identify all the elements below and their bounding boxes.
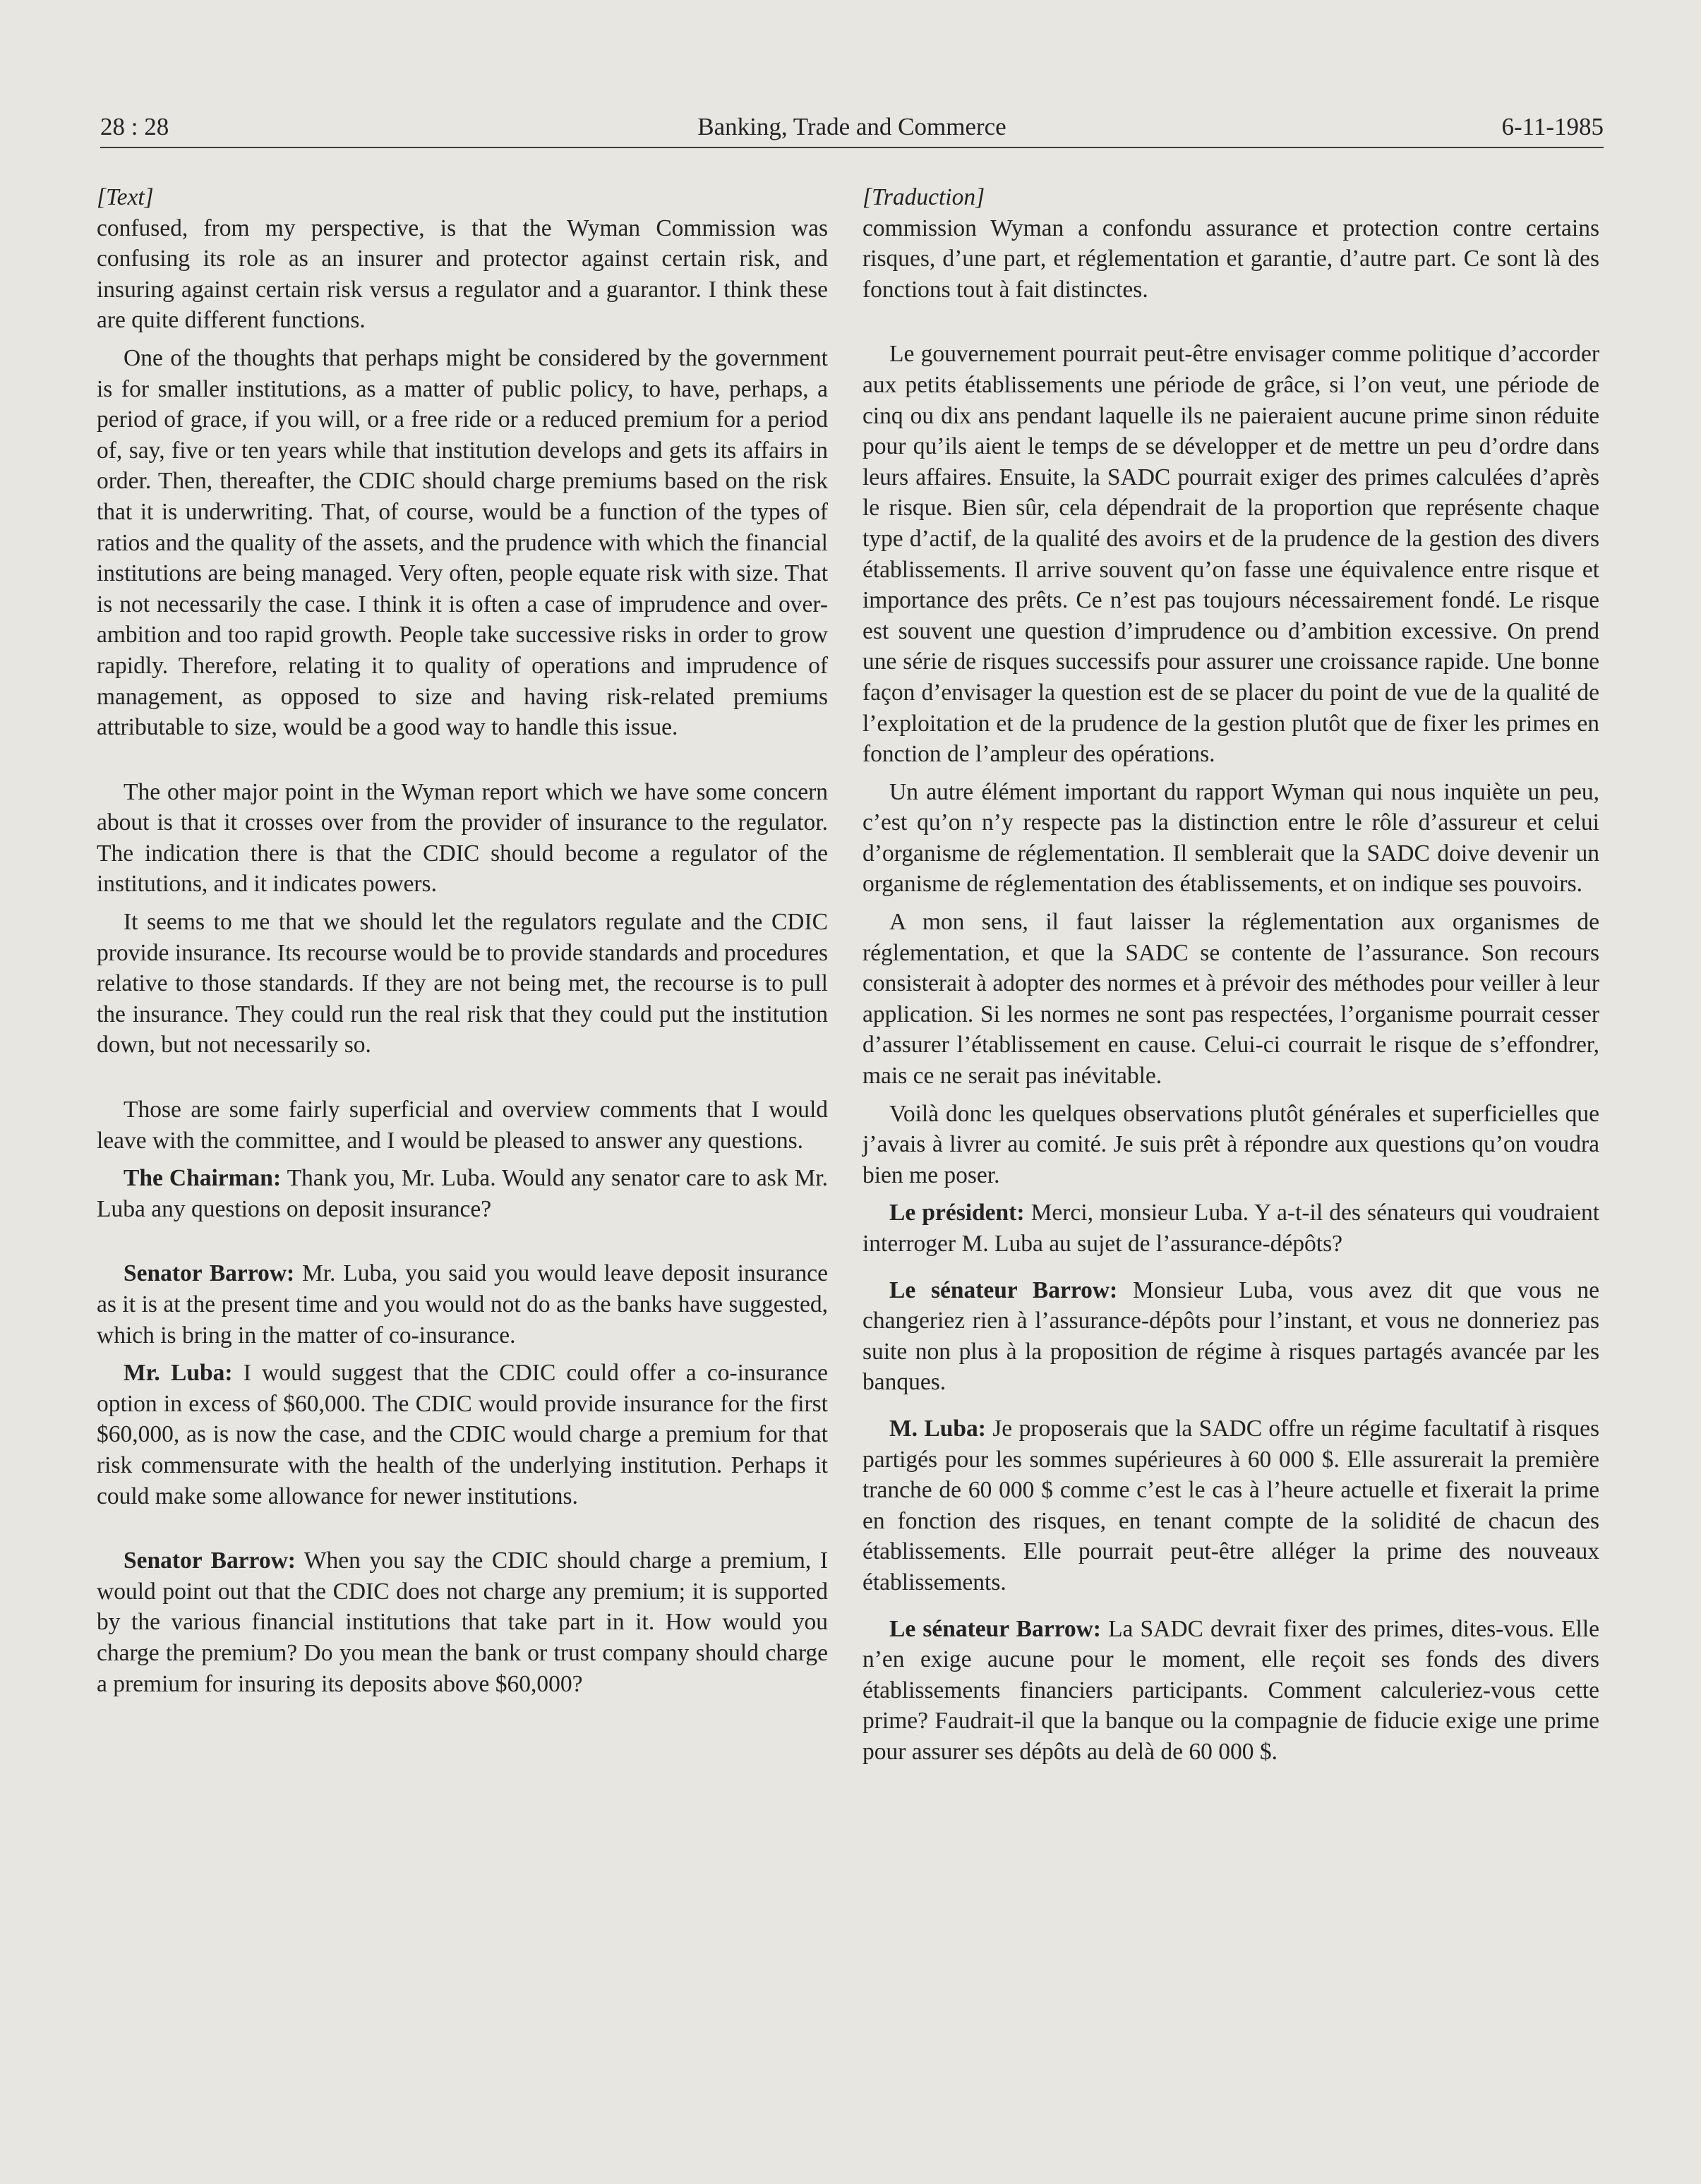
speech-text: Merci, monsieur Luba. Y a-t-il des sénateurs qui voudraient interroger M. Luba au sujet de l’assurance-dépôts? <box>862 1200 1600 1257</box>
speaker-name: Le sénateur Barrow: <box>889 1277 1118 1303</box>
french-column <box>862 182 1599 1768</box>
paragraph: confused, from my perspective, is that the Wyman Commission was confusing its role as an insurer and protector against certain risk, and insuring against certain risk versus a regulator and a guarantor. I think these are quite different functions. <box>97 215 828 334</box>
speaker-name: Le sénateur Barrow: <box>889 1615 1101 1642</box>
speaker-paragraph <box>97 1545 828 1699</box>
speaker-paragraph <box>97 1358 828 1512</box>
speaker-paragraph <box>862 1197 1599 1259</box>
paragraph: Le gouvernement pourrait peut-être envisager comme politique d’accorder aux petits établissements une période de grâce, si l’on veut, une période de cinq ou dix ans pendant laquelle ils ne paieraient aucune prime sinon réduite pour qu’ils aient le temps de se développer et de mettre un peu d’ordre dans leurs affaires. Ensuite, la SADC pourrait exiger des primes calculées d’après le risque. Bien sûr, cela dépendrait de la proportion que représente chaque type d’actif, de la qualité des avoirs et de la prudence de la gestion des divers établissements. Il arrive souvent qu’on fasse une équivalence entre risque et importance des prêts. Ce n’est pas toujours nécessairement fondé. Le risque est souvent une question d’imprudence ou d’ambition excessive. On prend une série de risques successifs pour assurer une croissance rapide. Une bonne façon d’envisager la question est de se placer du point de vue de la qualité de l’exploitation et de la prudence de la gestion plutôt que de fixer les primes en fonction de l’ampleur des opérations. <box>862 341 1599 768</box>
paragraph: One of the thoughts that perhaps might be considered by the government is for smaller institutions, as a matter of public policy, to have, perhaps, a period of grace, if you will, or a free ride or a reduced premium for a period of, say, five or ten years while that institution develops and gets its affairs in order. Then, thereafter, the CDIC should charge premiums based on the risk that it is underwriting. That, of course, would be a function of the types of ratios and the quality of the assets, and the prudence with which the financial institutions are being managed. Very often, people equate risk with size. That is not necessarily the case. I think it is often a case of imprudence and over-ambition and too rapid growth. People take successive risks in order to grow rapidly. Therefore, relating it to quality of operations and imprudence of management, as opposed to size and having risk-related premiums attributable to size, would be a good way to handle this issue. <box>97 344 828 741</box>
page-header <box>100 113 1604 148</box>
speech-text: La SADC devrait fixer des primes, dites-vous. Elle n’en exige aucune pour le moment, elle reçoit ses fonds des divers établissements financiers participants. Comment calculeriez-vous cette prime? Faudrait-il que la banque ou la compagnie de fiducie exige une prime pour assurer ses dépôts au delà de 60 000 $. <box>862 1615 1599 1765</box>
speaker-name: The Chairman: <box>124 1165 282 1192</box>
speech-text: Mr. Luba, you said you would leave deposit insurance as it is at the present time and you would not do as the banks have suggested, which is bring in the matter of co-insurance. <box>97 1260 828 1349</box>
speech-text: When you say the CDIC should charge a premium, I would point out that the CDIC does not charge any premium; it is supported by the various financial institutions that take part in it. How would you charge the premium? Do you mean the bank or trust company should charge a premium for insuring its deposits above $60,000? <box>97 1547 828 1697</box>
speech-text: Je proposerais que la SADC offre un régime facultatif à risques partigés pour les sommes supérieures à 60 000 $. Elle assurerait la première tranche de 60 000 $ comme c’est le cas à l’heure actuelle et fixerait la prime en fonction des risques, en tenant compte de la solidité de chacun des établissements. Elle pourrait peut-être alléger la prime des nouveaux établissements. <box>862 1415 1599 1595</box>
speaker-paragraph <box>97 1258 828 1351</box>
speaker-name: M. Luba: <box>889 1415 986 1442</box>
paragraph: Voilà donc les quelques observations plutôt générales et superficielles que j’avais à livrer au comité. Je suis prêt à répondre aux questions qu’on voudra bien me poser. <box>862 1100 1599 1188</box>
page-number: 28 : 28 <box>100 113 169 140</box>
paragraph: Un autre élément important du rapport Wyman qui nous inquiète un peu, c’est qu’on n’y respecte pas la distinction entre le rôle d’assureur et celui d’organisme de réglementation. Il semblerait que la SADC doive devenir un organisme de réglementation des établissements, et on indique ses pouvoirs. <box>862 778 1599 898</box>
translation-label: [Traduction] <box>862 184 985 210</box>
running-title: Banking, Trade and Commerce <box>697 113 1006 140</box>
speech-text: Monsieur Luba, vous avez dit que vous ne changeriez rien à l’assurance-dépôts pour l’instant, et vous ne donneriez pas suite non plus à la proposition de régime à risques partagés avancée par les banques. <box>862 1277 1599 1396</box>
text-label: [Text] <box>97 184 154 210</box>
paragraph: Those are some fairly superficial and overview comments that I would leave with the committee, and I would be pleased to answer any questions. <box>97 1097 828 1154</box>
english-column <box>97 182 828 1699</box>
speaker-name: Le président: <box>889 1200 1025 1226</box>
speech-text: Thank you, Mr. Luba. Would any senator care to ask Mr. Luba any questions on deposit insurance? <box>97 1165 829 1222</box>
paragraph: It seems to me that we should let the regulators regulate and the CDIC provide insurance. Its recourse would be to provide standards and procedures relative to those standards. If they are not being met, the recourse is to pull the insurance. They could run the real risk that they could put the institution down, but not necessarily so. <box>97 909 828 1058</box>
paragraph: A mon sens, il faut laisser la réglementation aux organismes de réglementation, et que la SADC se contente de l’assurance. Son recours consisterait à adopter des normes et à prévoir des méthodes pour veiller à leur application. Si les normes ne sont pas respectées, l’organisme pourrait cesser d’assurer l’établissement en cause. Celui-ci courrait le risque de s’effondrer, mais ce ne serait pas inévitable. <box>862 909 1599 1090</box>
paragraph: commission Wyman a confondu assurance et protection contre certains risques, d’une part, et réglementation et garantie, d’autre part. Ce sont là des fonctions tout à fait distinctes. <box>862 215 1599 303</box>
sitting-date: 6-11-1985 <box>1501 113 1604 140</box>
speaker-name: Senator Barrow: <box>124 1260 295 1287</box>
speaker-paragraph <box>862 1275 1599 1398</box>
paragraph: The other major point in the Wyman report which we have some concern about is that it crosses over from the provider of insurance to the regulator. The indication there is that the CDIC should become a regulator of the institutions, and it indicates powers. <box>97 778 828 898</box>
speaker-name: Mr. Luba: <box>124 1360 233 1387</box>
speaker-paragraph <box>862 1614 1599 1768</box>
speech-text: I would suggest that the CDIC could offer a co-insurance option in excess of $60,000. The CDIC would provide insurance for the first $60,000, as is now the case, and the CDIC would charge a premium for that risk commensurate with the health of the underlying institution. Perhaps it could make some allowance for newer institutions. <box>97 1360 828 1509</box>
speaker-paragraph <box>97 1163 828 1224</box>
speaker-paragraph <box>862 1413 1599 1598</box>
speaker-name: Senator Barrow: <box>124 1547 296 1574</box>
